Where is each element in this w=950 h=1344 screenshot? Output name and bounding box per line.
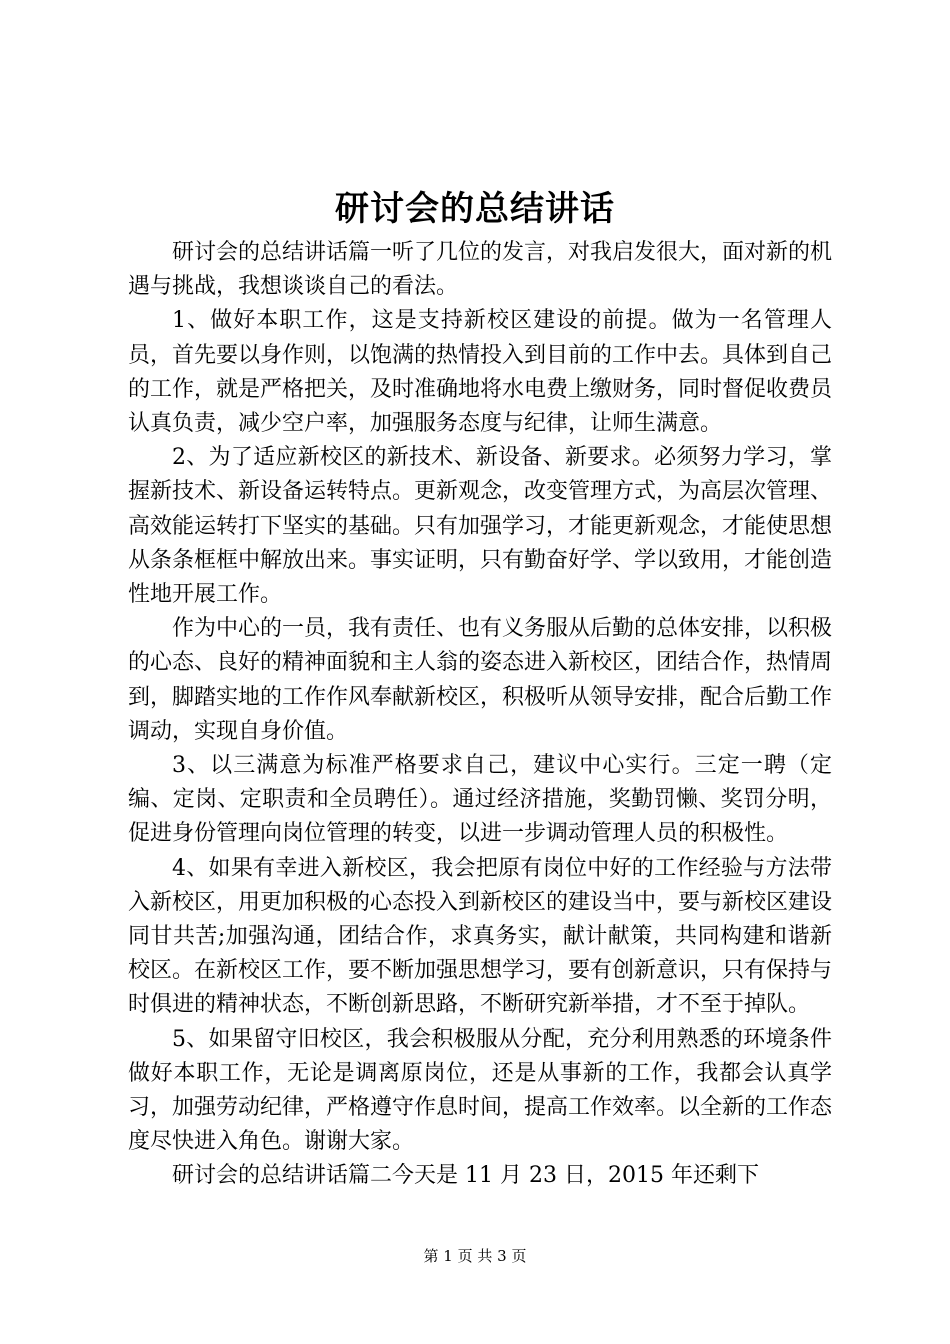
paragraph-point-4: 4、如果有幸进入新校区，我会把原有岗位中好的工作经验与方法带入新校区，用更加积极的心态投入到新校区的建设当中，要与新校区建设同甘共苦;加强沟通，团结合作，求真务实，献计献策，共同构建和谐新校区。在新校区工作，要不断加强思想学习，要有创新意识，只有保持与时俱进的精神状态，不断创新思路，不断研究新举措，才不至于掉队。 — [128, 855, 833, 1018]
paragraph-center-member: 作为中心的一员，我有责任、也有义务服从后勤的总体安排，以积极的心态、良好的精神面貌和主人翁的姿态进入新校区，团结合作，热情周到，脚踏实地的工作作风奉献新校区，积极听从领导安排，配合后勤工作调动，实现自身价值。 — [128, 616, 833, 744]
paragraph-point-2: 2、为了适应新校区的新技术、新设备、新要求。必须努力学习，掌握新技术、新设备运转特点。更新观念，改变管理方式，为高层次管理、高效能运转打下坚实的基础。只有加强学习，才能更新观念，才能使思想从条条框框中解放出来。事实证明，只有勤奋好学、学以致用，才能创造性地开展工作。 — [128, 445, 833, 608]
paragraph-speech-two-start: 研讨会的总结讲话篇二今天是 11 月 23 日，2015 年还剩下 — [172, 1163, 759, 1189]
document-title: 研讨会的总结讲话 — [335, 189, 615, 229]
paragraph-point-5: 5、如果留守旧校区，我会积极服从分配，充分利用熟悉的环境条件做好本职工作，无论是调离原岗位，还是从事新的工作，我都会认真学习，加强劳动纪律，严格遵守作息时间，提高工作效率。以全新的工作态度尽快进入角色。谢谢大家。 — [128, 1026, 833, 1155]
paragraph-intro: 研讨会的总结讲话篇一听了几位的发言，对我启发很大，面对新的机遇与挑战，我想谈谈自己的看法。 — [128, 240, 833, 300]
document-body — [128, 236, 832, 1194]
paragraph-point-1: 1、做好本职工作，这是支持新校区建设的前提。做为一名管理人员，首先要以身作则，以饱满的热情投入到目前的工作中去。具体到自己的工作，就是严格把关，及时准确地将水电费上缴财务，同时督促收费员认真负责，减少空户率，加强服务态度与纪律，让师生满意。 — [128, 308, 833, 437]
paragraph-point-3: 3、以三满意为标准严格要求自己，建议中心实行。三定一聘（定编、定岗、定职责和全员聘任）。通过经济措施，奖勤罚懒、奖罚分明，促进身份管理向岗位管理的转变，以进一步调动管理人员的积极性。 — [128, 753, 832, 847]
page-number-footer: 第 1 页 共 3 页 — [423, 1247, 527, 1265]
